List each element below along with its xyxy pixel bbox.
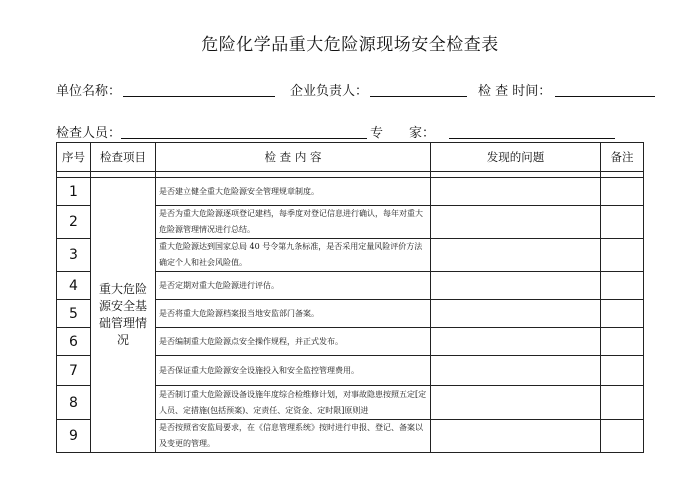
row-number: 4 bbox=[57, 272, 91, 300]
unit-name-label: 单位名称： bbox=[56, 84, 122, 99]
row-issues[interactable] bbox=[431, 420, 601, 453]
row-issues[interactable] bbox=[431, 300, 601, 328]
check-time-label: 检 查 时间： bbox=[478, 84, 552, 99]
category-cell: 重大危险源安全基础管理情况 bbox=[91, 178, 156, 453]
row-number: 8 bbox=[57, 386, 91, 420]
table-row bbox=[57, 178, 644, 206]
row-issues[interactable] bbox=[431, 356, 601, 386]
row-remarks[interactable] bbox=[601, 272, 644, 300]
row-content: 重大危险源达到国家总局 40 号令第九条标准，是否采用定量风险评价方法确定个人和社会风险值。 bbox=[156, 239, 431, 272]
header-remarks: 备注 bbox=[601, 143, 644, 172]
row-content: 是否制订重大危险源设备设施年度综合检维修计划，对事故隐患按照五定[定人员、定措施(包括预案)、定责任、定资金、定时限]原则进 bbox=[156, 386, 431, 420]
row-number: 5 bbox=[57, 300, 91, 328]
principal-label: 企业负责人： bbox=[290, 84, 369, 99]
row-content: 是否保证重大危险源安全设施投入和安全监控管理费用。 bbox=[156, 356, 431, 386]
row-number: 2 bbox=[57, 206, 91, 239]
row-content: 是否将重大危险源档案报当地安监部门备案。 bbox=[156, 300, 431, 328]
expert-line[interactable] bbox=[449, 138, 615, 139]
check-time-line[interactable] bbox=[555, 96, 655, 97]
row-content: 是否建立健全重大危险源安全管理规章制度。 bbox=[156, 178, 431, 206]
row-number: 3 bbox=[57, 239, 91, 272]
row-remarks[interactable] bbox=[601, 206, 644, 239]
row-remarks[interactable] bbox=[601, 386, 644, 420]
row-number: 1 bbox=[57, 178, 91, 206]
row-issues[interactable] bbox=[431, 206, 601, 239]
row-content: 是否定期对重大危险源进行评估。 bbox=[156, 272, 431, 300]
inspector-label: 检查人员： bbox=[56, 126, 122, 141]
header-issues: 发现的问题 bbox=[431, 143, 601, 172]
row-issues[interactable] bbox=[431, 178, 601, 206]
row-content: 是否按照省安监局要求，在《信息管理系统》按时进行申报、登记、备案以及变更的管理。 bbox=[156, 420, 431, 453]
row-remarks[interactable] bbox=[601, 178, 644, 206]
inspection-table bbox=[56, 142, 644, 453]
inspector-line[interactable] bbox=[121, 138, 367, 139]
row-number: 7 bbox=[57, 356, 91, 386]
expert-label: 专 家： bbox=[370, 126, 436, 141]
row-remarks[interactable] bbox=[601, 356, 644, 386]
header-item: 检查项目 bbox=[91, 143, 156, 172]
header-content: 检 查 内 容 bbox=[156, 143, 431, 172]
row-content: 是否编制重大危险源点安全操作规程，并正式发布。 bbox=[156, 328, 431, 356]
row-remarks[interactable] bbox=[601, 328, 644, 356]
row-remarks[interactable] bbox=[601, 300, 644, 328]
row-remarks[interactable] bbox=[601, 420, 644, 453]
row-issues[interactable] bbox=[431, 386, 601, 420]
row-issues[interactable] bbox=[431, 328, 601, 356]
row-issues[interactable] bbox=[431, 239, 601, 272]
row-remarks[interactable] bbox=[601, 239, 644, 272]
row-number: 9 bbox=[57, 420, 91, 453]
principal-line[interactable] bbox=[370, 96, 467, 97]
page-title: 危险化学品重大危险源现场安全检查表 bbox=[201, 35, 499, 55]
unit-name-line[interactable] bbox=[123, 96, 275, 97]
row-issues[interactable] bbox=[431, 272, 601, 300]
row-content: 是否为重大危险源逐项登记建档，每季度对登记信息进行确认，每年对重大危险源管理情况进行总结。 bbox=[156, 206, 431, 239]
table-header-row bbox=[57, 143, 644, 172]
row-number: 6 bbox=[57, 328, 91, 356]
header-seq: 序号 bbox=[57, 143, 91, 172]
